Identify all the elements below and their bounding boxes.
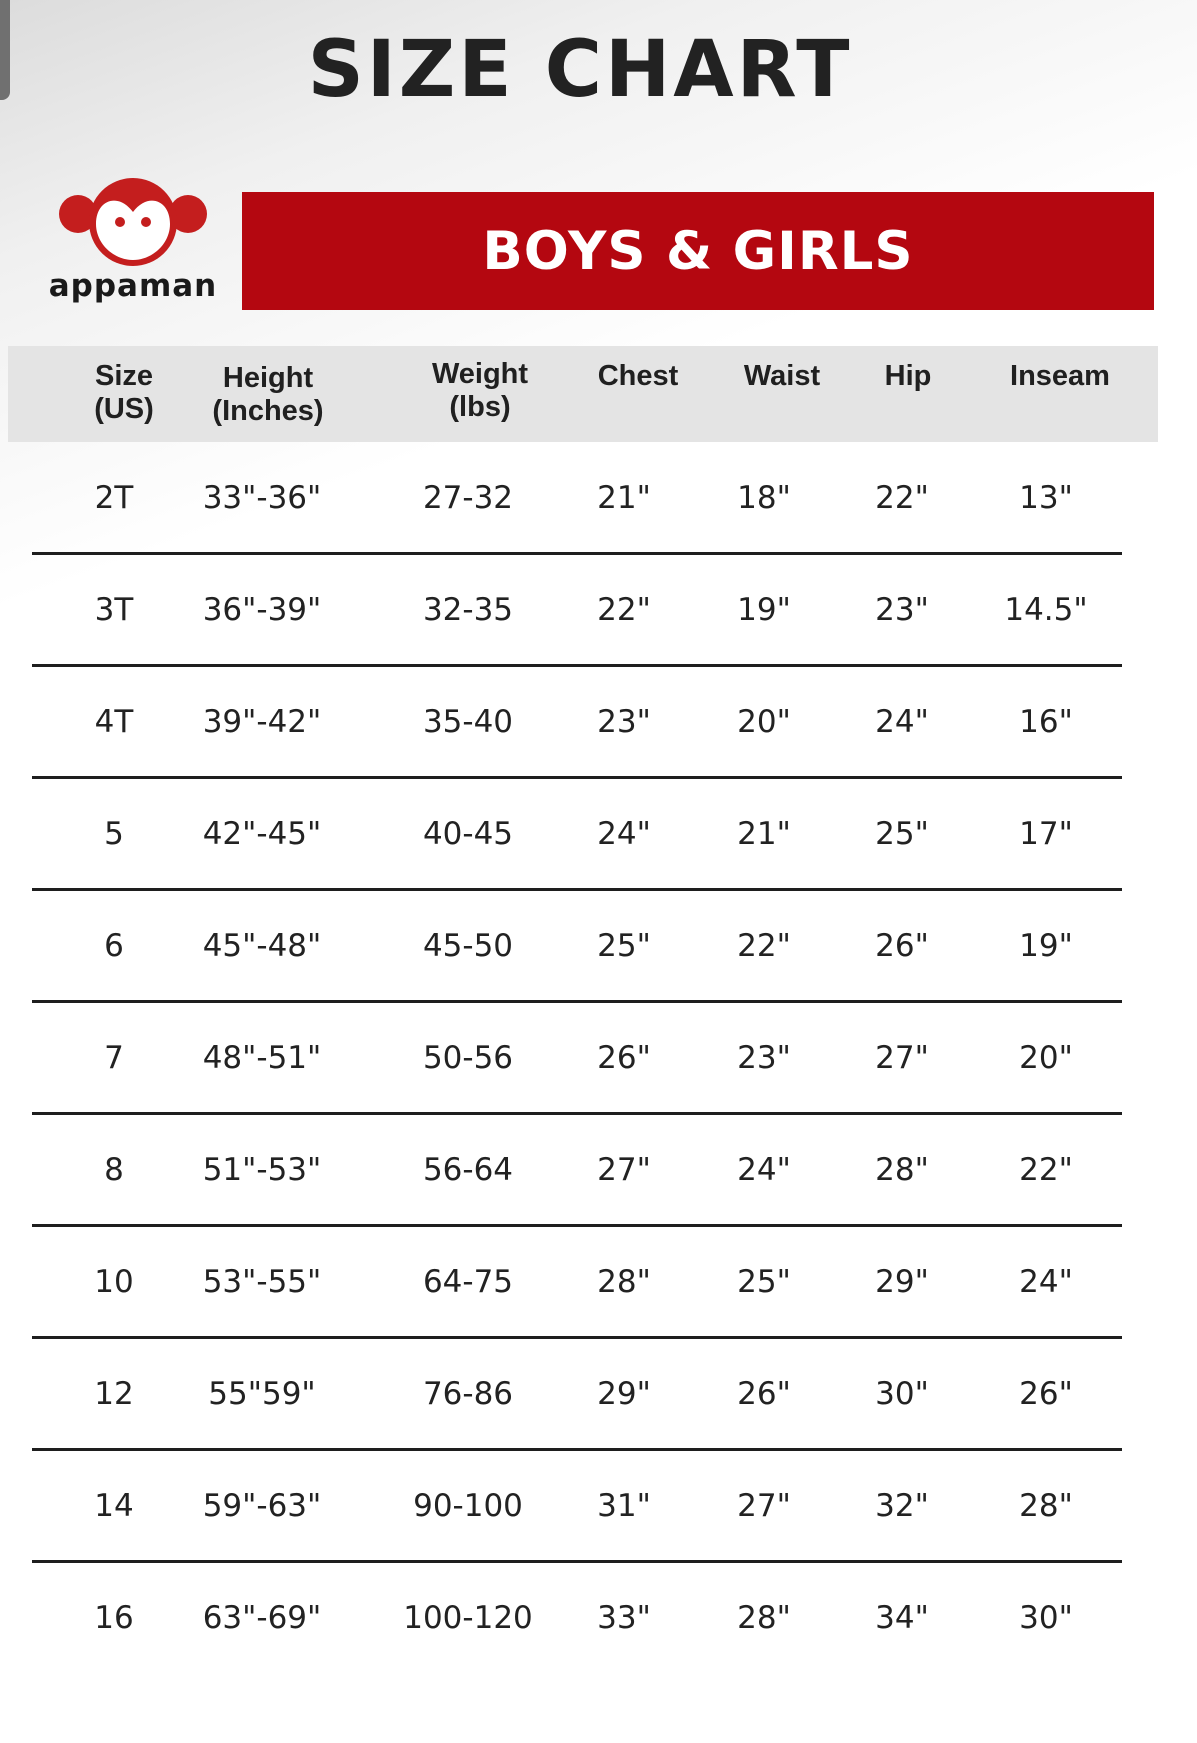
cell-chest: 33" [597,1600,651,1636]
cell-hip: 29" [875,1264,929,1300]
cell-chest: 21" [597,480,651,516]
cell-inseam: 19" [1019,928,1073,964]
cell-height: 39"-42" [202,704,322,740]
cell-hip: 27" [875,1040,929,1076]
header-waist-label: Waist [743,360,821,392]
cell-waist: 25" [737,1264,791,1300]
table-row [0,442,1197,554]
cell-hip: 28" [875,1152,929,1188]
cell-waist: 24" [737,1152,791,1188]
cell-hip: 34" [875,1600,929,1636]
cell-size: 16 [94,1600,134,1636]
cell-inseam: 16" [1019,704,1073,740]
cell-size: 2T [94,480,134,516]
cell-hip: 22" [875,480,929,516]
cell-waist: 19" [737,592,791,628]
cell-inseam: 17" [1019,816,1073,852]
table-row [0,666,1197,778]
header-size [74,360,174,426]
cell-inseam: 26" [1019,1376,1073,1412]
cell-chest: 24" [597,816,651,852]
cell-size: 10 [94,1264,134,1300]
cell-inseam: 20" [1019,1040,1073,1076]
table-row [0,1114,1197,1226]
cell-size: 8 [104,1152,124,1188]
cell-chest: 26" [597,1040,651,1076]
cell-height: 63"-69" [202,1600,322,1636]
header-hip [848,360,968,393]
cell-size: 14 [94,1488,134,1524]
cell-weight: 100-120 [403,1600,533,1636]
cell-chest: 23" [597,704,651,740]
monkey-face-icon [58,178,208,268]
cell-weight: 40-45 [422,816,514,852]
cell-hip: 24" [875,704,929,740]
cell-waist: 26" [737,1376,791,1412]
page-title: SIZE CHART [307,25,853,115]
table-row [0,778,1197,890]
brand-logo [38,178,228,318]
banner-title: BOYS & GIRLS [482,220,914,282]
cell-height: 51"-53" [202,1152,322,1188]
cell-hip: 30" [875,1376,929,1412]
cell-height: 55"59" [208,1376,316,1412]
cell-height: 33"-36" [202,480,322,516]
header-weight-label: Weight [431,358,529,390]
cell-height: 42"-45" [202,816,322,852]
header-size-unit: (US) [94,393,154,425]
cell-inseam: 14.5" [1004,592,1088,628]
header-inseam [990,360,1130,393]
cell-waist: 20" [737,704,791,740]
cell-weight: 32-35 [422,592,514,628]
cell-weight: 45-50 [422,928,514,964]
table-row [0,1450,1197,1562]
cell-weight: 64-75 [422,1264,514,1300]
cell-hip: 32" [875,1488,929,1524]
cell-height: 53"-55" [202,1264,322,1300]
cell-hip: 23" [875,592,929,628]
cell-chest: 29" [597,1376,651,1412]
cell-size: 6 [104,928,124,964]
cell-waist: 22" [737,928,791,964]
header-size-label: Size [94,360,154,392]
category-banner [242,192,1154,310]
cell-weight: 35-40 [422,704,514,740]
cell-height: 59"-63" [202,1488,322,1524]
cell-size: 3T [94,592,134,628]
cell-height: 36"-39" [202,592,322,628]
cell-inseam: 30" [1019,1600,1073,1636]
cell-weight: 90-100 [413,1488,523,1524]
cell-inseam: 13" [1019,480,1073,516]
cell-inseam: 22" [1019,1152,1073,1188]
cell-size: 7 [104,1040,124,1076]
cell-waist: 28" [737,1600,791,1636]
cell-size: 4T [94,704,134,740]
table-row [0,554,1197,666]
cell-weight: 76-86 [422,1376,514,1412]
header-weight [400,358,560,424]
cell-chest: 25" [597,928,651,964]
header-chest-label: Chest [597,360,679,392]
header-waist [722,360,842,393]
header-inseam-label: Inseam [1010,360,1110,392]
cell-inseam: 24" [1019,1264,1073,1300]
cell-height: 45"-48" [202,928,322,964]
cell-weight: 56-64 [422,1152,514,1188]
cell-waist: 21" [737,816,791,852]
cell-waist: 27" [737,1488,791,1524]
header-height-unit: (Inches) [212,395,324,427]
cell-chest: 31" [597,1488,651,1524]
cell-chest: 22" [597,592,651,628]
table-row [0,890,1197,1002]
cell-chest: 27" [597,1152,651,1188]
cell-size: 5 [104,816,124,852]
table-row [0,1002,1197,1114]
cell-waist: 23" [737,1040,791,1076]
table-row [0,1226,1197,1338]
cell-weight: 27-32 [422,480,514,516]
header-chest [578,360,698,393]
cell-hip: 25" [875,816,929,852]
table-header [8,346,1158,442]
cell-size: 12 [94,1376,134,1412]
table-row [0,1562,1197,1674]
header-height [188,362,348,428]
header-weight-unit: (lbs) [449,391,511,423]
header-height-label: Height [222,362,314,394]
cell-height: 48"-51" [202,1040,322,1076]
cell-hip: 26" [875,928,929,964]
table-row [0,1338,1197,1450]
brand-name: appaman [48,268,218,304]
cell-inseam: 28" [1019,1488,1073,1524]
header-hip-label: Hip [884,360,932,392]
cell-weight: 50-56 [422,1040,514,1076]
cell-chest: 28" [597,1264,651,1300]
cell-waist: 18" [737,480,791,516]
